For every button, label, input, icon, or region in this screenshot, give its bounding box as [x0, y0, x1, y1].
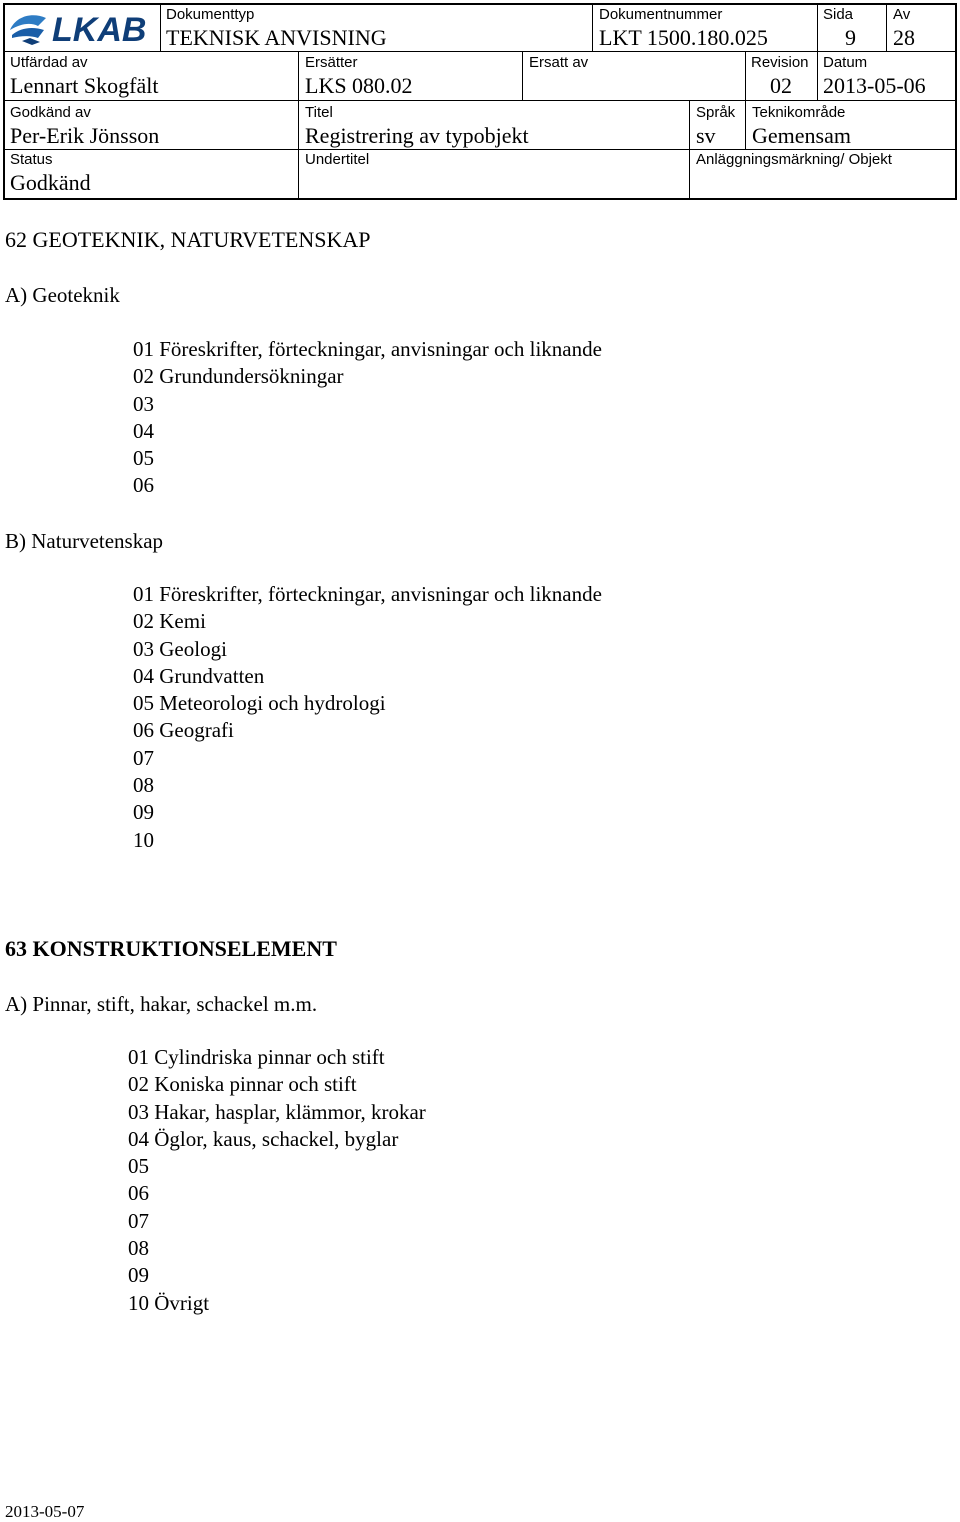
pinnar-list — [128, 1044, 426, 1317]
header-divider — [160, 5, 161, 51]
tech-area-label: Teknikområde — [752, 104, 846, 121]
list-item: 07 — [133, 745, 154, 770]
issued-by-label: Utfärdad av — [10, 54, 88, 71]
docnum-label: Dokumentnummer — [599, 6, 723, 23]
approved-by-value: Per-Erik Jönsson — [10, 123, 160, 148]
list-item: 03 — [133, 391, 154, 416]
docnum-value: LKT 1500.180.025 — [599, 25, 768, 50]
revision-value: 02 — [770, 73, 792, 98]
list-item: 02 Kemi — [133, 609, 206, 634]
logo-mark-icon — [10, 15, 46, 45]
page-count-value: 28 — [893, 25, 915, 50]
status-label: Status — [10, 151, 53, 168]
title-value: Registrering av typobjekt — [305, 123, 529, 148]
group-naturvetenskap-title: B) Naturvetenskap — [5, 529, 164, 553]
list-item: 03 Hakar, hasplar, klämmor, krokar — [128, 1099, 426, 1124]
list-item: 06 — [128, 1181, 149, 1206]
logo-text: LKAB — [52, 11, 147, 46]
geoteknik-list — [133, 336, 602, 500]
language-value: sv — [696, 123, 716, 148]
list-item: 06 Geografi — [133, 718, 234, 743]
header-divider — [5, 100, 955, 101]
list-item: 08 — [133, 773, 154, 798]
list-item: 03 Geologi — [133, 636, 227, 661]
page-count-label: Av — [893, 6, 911, 23]
section-62-heading: 62 GEOTEKNIK, NATURVETENSKAP — [5, 227, 371, 252]
list-item: 10 — [133, 827, 154, 852]
doctype-label: Dokumenttyp — [166, 6, 255, 23]
revision-label: Revision — [751, 54, 809, 71]
list-item: 01 Cylindriska pinnar och stift — [128, 1045, 385, 1069]
language-label: Språk — [696, 104, 736, 121]
title-label: Titel — [305, 104, 333, 121]
footer-date: 2013-05-07 — [5, 1502, 85, 1521]
date-value: 2013-05-06 — [823, 73, 926, 98]
list-item: 06 — [133, 473, 154, 498]
subtitle-label: Undertitel — [305, 151, 370, 168]
list-item: 08 — [128, 1236, 149, 1261]
section-63-heading: 63 KONSTRUKTIONSELEMENT — [5, 936, 337, 961]
group-pinnar-title: A) Pinnar, stift, hakar, schackel m.m. — [5, 992, 318, 1016]
list-item: 09 — [133, 800, 154, 825]
header-divider — [745, 100, 746, 149]
header-divider — [886, 5, 887, 51]
header-divider — [298, 51, 299, 100]
page-value: 9 — [845, 25, 856, 50]
replaced-by-label: Ersatt av — [529, 54, 589, 71]
header-divider — [298, 100, 299, 149]
header-divider — [745, 51, 746, 100]
header-divider — [689, 100, 690, 149]
replaces-label: Ersätter — [305, 54, 358, 71]
approved-by-label: Godkänd av — [10, 104, 91, 121]
list-item: 05 Meteorologi och hydrologi — [133, 691, 386, 716]
list-item: 10 Övrigt — [128, 1290, 210, 1315]
header-divider — [5, 149, 955, 150]
lkab-logo — [8, 8, 154, 46]
list-item: 01 Föreskrifter, förteckningar, anvisningar och liknande — [133, 337, 602, 361]
replaces-value: LKS 080.02 — [305, 73, 413, 98]
status-value: Godkänd — [10, 170, 91, 195]
marking-label: Anläggningsmärkning/ Objekt — [696, 151, 892, 168]
list-item: 02 Grundundersökningar — [133, 364, 344, 389]
list-item: 09 — [128, 1263, 149, 1288]
header-divider — [817, 5, 818, 51]
issued-by-value: Lennart Skogfält — [10, 73, 159, 98]
list-item: 07 — [128, 1208, 149, 1233]
list-item: 04 Öglor, kaus, schackel, byglar — [128, 1126, 399, 1151]
list-item: 04 Grundvatten — [133, 663, 265, 688]
list-item: 04 — [133, 418, 154, 443]
header-divider — [522, 51, 523, 100]
group-geoteknik-title: A) Geoteknik — [5, 283, 120, 307]
doctype-value: TEKNISK ANVISNING — [166, 25, 387, 50]
header-divider — [817, 51, 818, 100]
header-divider — [5, 51, 955, 52]
header-divider — [298, 149, 299, 198]
header-divider — [592, 5, 593, 51]
naturvetenskap-list — [133, 581, 602, 854]
date-label: Datum — [823, 54, 868, 71]
list-item: 05 — [128, 1154, 149, 1179]
list-item: 01 Föreskrifter, förteckningar, anvisningar och liknande — [133, 582, 602, 606]
tech-area-value: Gemensam — [752, 123, 851, 148]
list-item: 02 Koniska pinnar och stift — [128, 1072, 357, 1097]
header-divider — [689, 149, 690, 198]
list-item: 05 — [133, 446, 154, 471]
page-label: Sida — [823, 6, 854, 23]
